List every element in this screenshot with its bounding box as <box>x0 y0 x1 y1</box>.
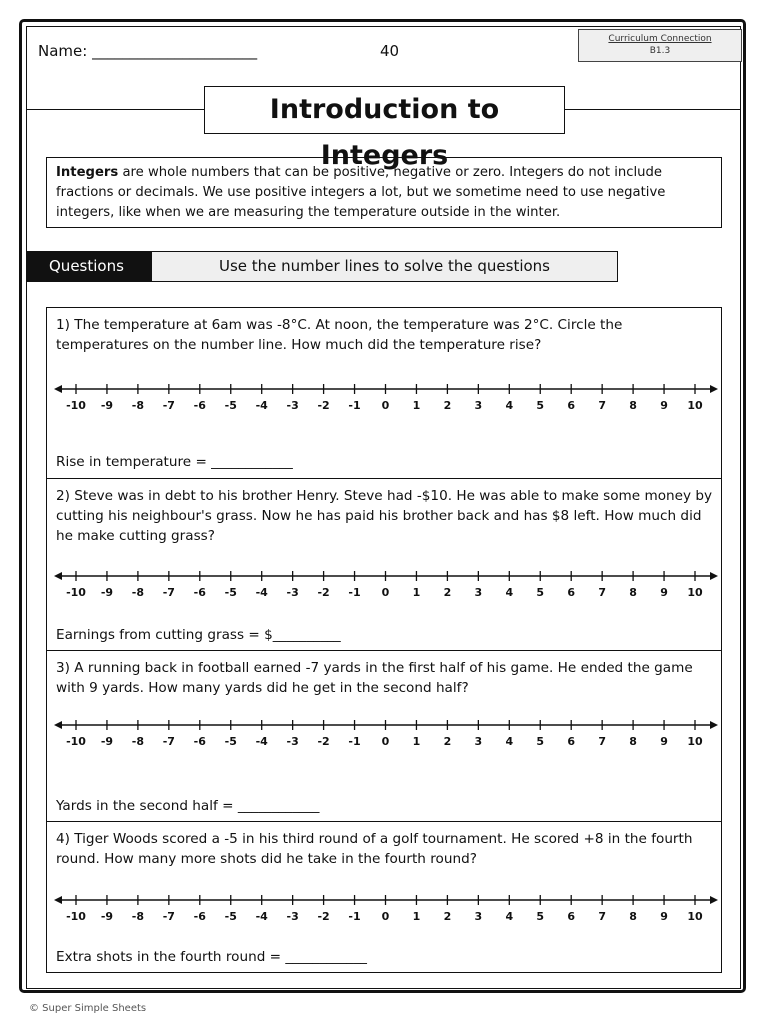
tick-label: 4 <box>505 399 514 412</box>
tick-label: -5 <box>224 735 237 748</box>
tick-label: 5 <box>536 910 545 923</box>
intro-bold-term: Integers <box>56 165 119 180</box>
intro-definition <box>46 157 722 228</box>
name-field[interactable]: Name: ______________________ <box>38 42 258 60</box>
tick-label: 3 <box>474 735 483 748</box>
question-text: 4) Tiger Woods scored a -5 in his third round of a golf tournament. He scored +8 in the fourth round. How many more shots did he take in the fourth round? <box>56 831 693 867</box>
question-text: 3) A running back in football earned -7 yards in the first half of his game. He ended the game with 9 yards. How many yards did he get in the second half? <box>56 660 693 696</box>
tick-label: 5 <box>536 399 545 412</box>
tick-label: -3 <box>286 910 299 923</box>
tick-label: 9 <box>660 735 668 748</box>
right-arrow-icon <box>710 896 718 904</box>
question-box-3 <box>46 650 722 822</box>
tick-label: -5 <box>224 910 237 923</box>
intro-text: are whole numbers that can be positive, negative or zero. Integers do not include fractions or decimals. We use positive integers a lot, but we sometime need to use negative integers, like when we are measuring the temperature outside in the winter. <box>56 165 666 220</box>
tick-label: 6 <box>567 735 576 748</box>
tick-label: 0 <box>381 910 390 923</box>
tick-label: -8 <box>131 735 145 748</box>
answer-line[interactable]: Extra shots in the fourth round = ____________ <box>56 949 367 965</box>
question-box-1 <box>46 307 722 479</box>
tick-label: -4 <box>255 910 268 923</box>
tick-label: -2 <box>317 735 330 748</box>
tick-label: 9 <box>660 910 668 923</box>
tick-label: -6 <box>193 399 206 412</box>
number-line-svg <box>54 569 718 603</box>
tick-label: 0 <box>381 735 390 748</box>
tick-label: -5 <box>224 399 237 412</box>
tick-label: 6 <box>567 910 576 923</box>
tick-label: 0 <box>381 399 390 412</box>
tick-label: -9 <box>100 586 114 599</box>
tick-label: -7 <box>162 735 175 748</box>
tick-label: -8 <box>131 586 145 599</box>
number-line[interactable] <box>54 569 718 603</box>
question-text: 1) The temperature at 6am was -8°C. At noon, the temperature was 2°C. Circle the temperatures on the number line. How much did the temperature rise? <box>56 317 623 353</box>
tick-label: -1 <box>348 586 361 599</box>
tick-label: 10 <box>687 399 703 412</box>
tick-label: 9 <box>660 399 668 412</box>
tick-label: 3 <box>474 399 483 412</box>
tick-label: -3 <box>286 586 299 599</box>
tick-label: 1 <box>412 735 421 748</box>
tick-label: -9 <box>100 910 114 923</box>
tick-label: 10 <box>687 586 703 599</box>
question-box-4 <box>46 821 722 973</box>
tick-label: 10 <box>687 910 703 923</box>
tick-label: -4 <box>255 586 268 599</box>
answer-line[interactable]: Rise in temperature = ____________ <box>56 454 293 470</box>
number-line-svg <box>54 718 718 752</box>
tick-label: -4 <box>255 735 268 748</box>
tick-label: -6 <box>193 586 206 599</box>
tick-label: 2 <box>443 735 452 748</box>
questions-label: Questions <box>27 251 151 282</box>
tick-label: 7 <box>598 910 606 923</box>
tick-label: 1 <box>412 910 421 923</box>
tick-label: 10 <box>687 735 703 748</box>
tick-label: -2 <box>317 586 330 599</box>
tick-label: -1 <box>348 910 361 923</box>
tick-label: -8 <box>131 399 145 412</box>
tick-label: 1 <box>412 399 421 412</box>
tick-label: 4 <box>505 586 514 599</box>
curriculum-code: B1.3 <box>649 46 671 56</box>
tick-label: 7 <box>598 399 606 412</box>
tick-label: 0 <box>381 586 390 599</box>
tick-label: 2 <box>443 910 452 923</box>
number-line-svg <box>54 382 718 416</box>
tick-label: -3 <box>286 735 299 748</box>
tick-label: 1 <box>412 586 421 599</box>
right-arrow-icon <box>710 572 718 580</box>
answer-line[interactable]: Earnings from cutting grass = $__________ <box>56 627 341 643</box>
tick-label: 8 <box>629 735 637 748</box>
tick-label: 2 <box>443 399 452 412</box>
tick-label: -2 <box>317 910 330 923</box>
number-line-svg <box>54 893 718 927</box>
left-arrow-icon <box>54 385 62 393</box>
left-arrow-icon <box>54 721 62 729</box>
tick-label: -5 <box>224 586 237 599</box>
tick-label: -1 <box>348 399 361 412</box>
tick-label: -8 <box>131 910 145 923</box>
tick-label: 6 <box>567 586 576 599</box>
tick-label: -9 <box>100 399 114 412</box>
tick-label: -10 <box>66 399 86 412</box>
tick-label: 5 <box>536 735 545 748</box>
number-line[interactable] <box>54 893 718 927</box>
tick-label: -1 <box>348 735 361 748</box>
tick-label: 6 <box>567 399 576 412</box>
tick-label: -7 <box>162 399 175 412</box>
tick-label: 7 <box>598 586 606 599</box>
copyright-footer: © Super Simple Sheets <box>29 1003 147 1014</box>
tick-label: -3 <box>286 399 299 412</box>
number-line[interactable] <box>54 382 718 416</box>
tick-label: -7 <box>162 586 175 599</box>
tick-label: 5 <box>536 586 545 599</box>
tick-label: -6 <box>193 910 206 923</box>
tick-label: -9 <box>100 735 114 748</box>
question-text: 2) Steve was in debt to his brother Henry. Steve had -$10. He was able to make some money by cutting his neighbour's grass. Now he has paid his brother back and has $8 left. How much did he make cutting grass? <box>56 488 713 544</box>
tick-label: -7 <box>162 910 175 923</box>
tick-label: 8 <box>629 586 637 599</box>
tick-label: -2 <box>317 399 330 412</box>
tick-label: 3 <box>474 586 483 599</box>
answer-line[interactable]: Yards in the second half = ____________ <box>56 798 320 814</box>
left-arrow-icon <box>54 572 62 580</box>
tick-label: 8 <box>629 399 637 412</box>
tick-label: 4 <box>505 910 514 923</box>
tick-label: 7 <box>598 735 606 748</box>
tick-label: -10 <box>66 735 86 748</box>
tick-label: -10 <box>66 586 86 599</box>
tick-label: -10 <box>66 910 86 923</box>
page-number: 40 <box>380 42 400 60</box>
tick-label: -4 <box>255 399 268 412</box>
questions-instruction: Use the number lines to solve the questions <box>151 251 618 282</box>
page-title: Introduction to Integers <box>204 86 565 134</box>
curriculum-connection-title: Curriculum Connection <box>608 34 712 44</box>
number-line[interactable] <box>54 718 718 752</box>
tick-label: -6 <box>193 735 206 748</box>
tick-label: 2 <box>443 586 452 599</box>
right-arrow-icon <box>710 721 718 729</box>
left-arrow-icon <box>54 896 62 904</box>
tick-label: 8 <box>629 910 637 923</box>
tick-label: 9 <box>660 586 668 599</box>
right-arrow-icon <box>710 385 718 393</box>
tick-label: 4 <box>505 735 514 748</box>
tick-label: 3 <box>474 910 483 923</box>
question-box-2 <box>46 478 722 651</box>
curriculum-connection-box <box>578 29 742 62</box>
